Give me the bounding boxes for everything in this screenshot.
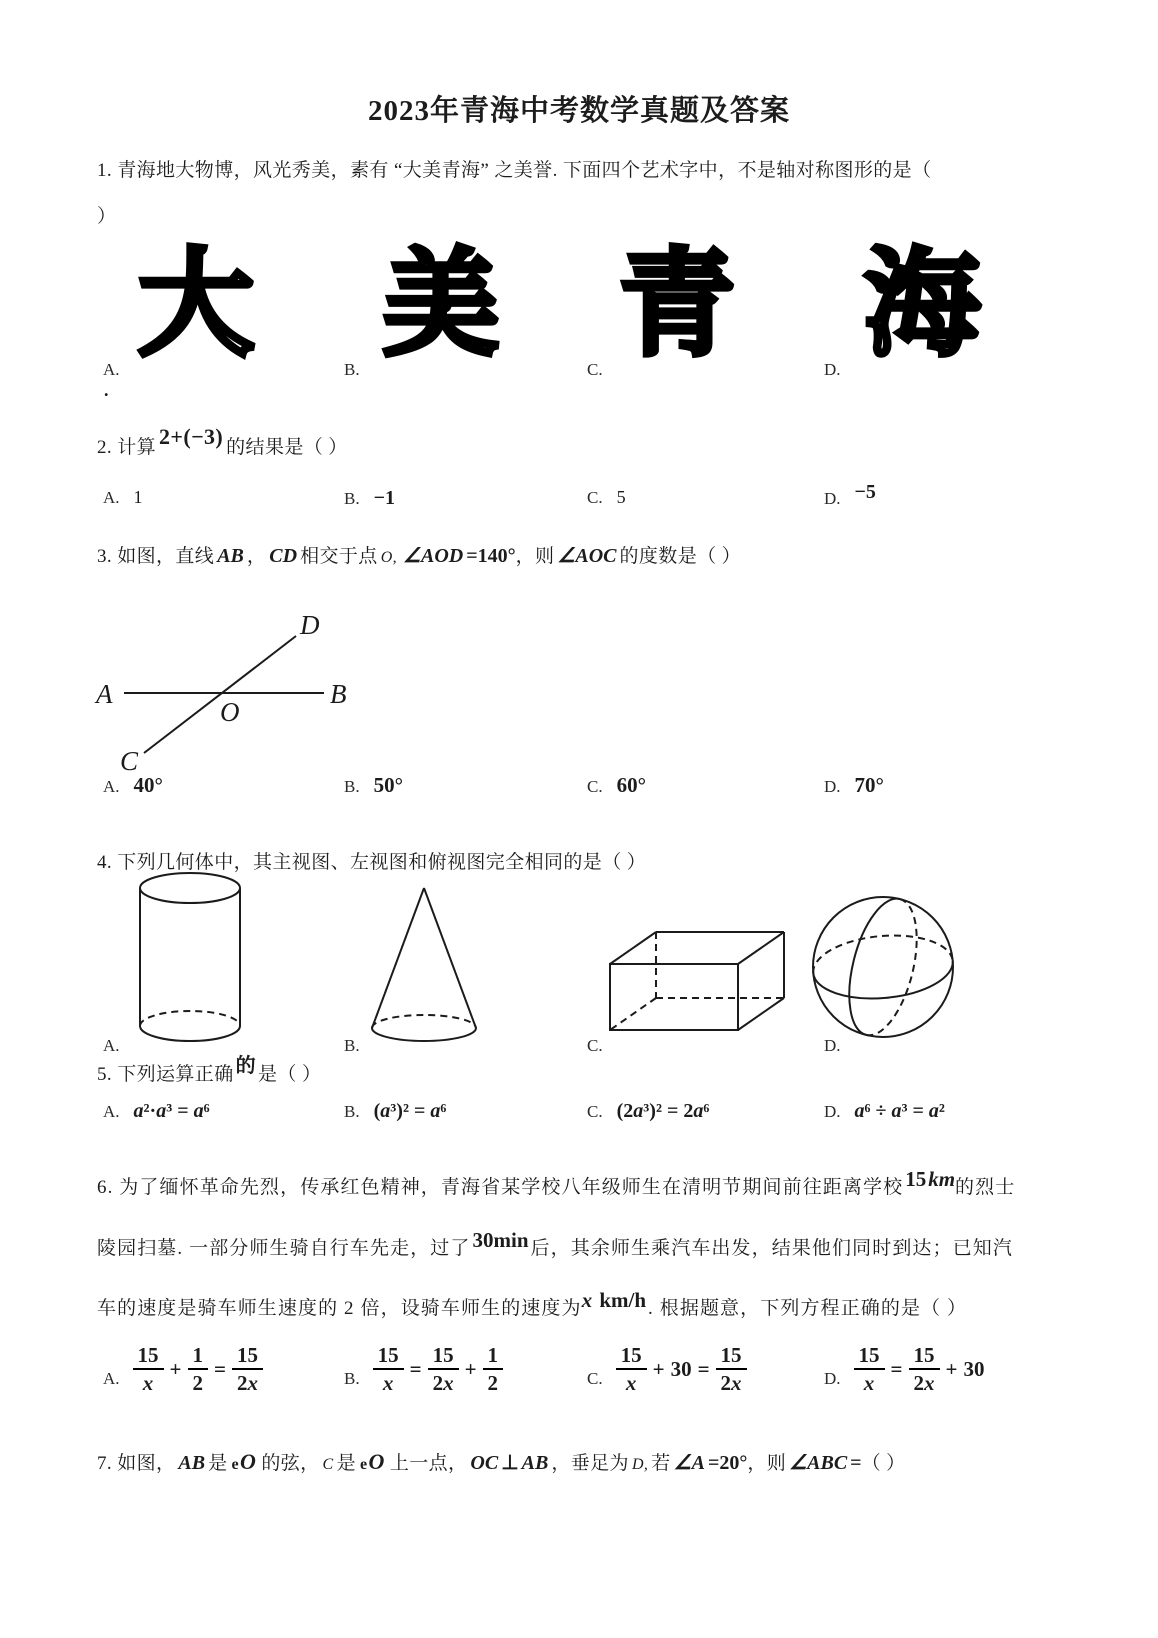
question-4-text: 4. 下列几何体中，其主视图、左视图和俯视图完全相同的是（ ） bbox=[97, 852, 647, 873]
option-d bbox=[824, 1100, 945, 1123]
art-character-qing: 青 bbox=[619, 239, 735, 369]
option-c bbox=[587, 1100, 709, 1123]
question-2-text: 2. 计算 2+(−3) 的结果是（ ） bbox=[97, 424, 348, 458]
intersecting-lines-figure bbox=[86, 590, 496, 782]
cone-figure bbox=[358, 880, 488, 1048]
point-label-o: O bbox=[220, 697, 240, 727]
question-5-options bbox=[0, 1100, 1158, 1146]
option-a bbox=[103, 487, 143, 508]
point-label-b: B bbox=[330, 679, 347, 709]
option-d-label: D. bbox=[824, 1036, 841, 1055]
option-a-label: A. bbox=[103, 1369, 120, 1389]
question-5-text: 5. 下列运算正确 的 是（ ） bbox=[97, 1055, 322, 1085]
option-a-value: 40° bbox=[133, 773, 163, 797]
question-1-text-line2: ） bbox=[97, 206, 117, 227]
question-7-text: 7. 如图， AB 是 eO 的弦， C 是 eO 上一点， OC ⊥ AB ，垂足为 D, 若 ∠A =20°，则 ∠ABC =（ ） bbox=[97, 1449, 906, 1474]
art-character-mei: 美 bbox=[383, 239, 499, 369]
option-d-value: 70° bbox=[854, 773, 884, 797]
cuboid-figure bbox=[578, 912, 798, 1044]
question-6-text-line1: 6. 为了缅怀革命先烈，传承红色精神，青海省某学校八年级师生在清明节期间前往距离学校15km的烈士 bbox=[97, 1167, 1016, 1198]
option-a bbox=[103, 1344, 266, 1395]
option-d-formula: a⁶ ÷ a³ = a² bbox=[854, 1100, 945, 1122]
option-c-label: C. bbox=[587, 1102, 603, 1121]
option-a-formula: a²·a³ = a⁶ bbox=[133, 1100, 210, 1122]
option-c-label: C. bbox=[587, 360, 603, 379]
option-a-label: A. bbox=[103, 1102, 120, 1121]
option-c-value: 60° bbox=[616, 773, 646, 797]
sphere-figure bbox=[806, 876, 961, 1058]
option-c-equation: $\frac{15}{x}$ + 30 = $\frac{15}{2x}$ bbox=[613, 1344, 750, 1395]
option-c-label: C. bbox=[587, 1036, 603, 1055]
question-2-options bbox=[0, 481, 1158, 533]
option-d-label: D. bbox=[824, 360, 841, 379]
question-1-text-line1: 1. 青海地大物博，风光秀美，素有 “大美青海” 之美誉. 下面四个艺术字中，不是轴对称图形的是（ bbox=[97, 160, 932, 181]
page-title: 2023年青海中考数学真题及答案 bbox=[367, 95, 790, 127]
option-c-label: C. bbox=[587, 1369, 603, 1389]
option-d-label: D. bbox=[824, 1102, 841, 1121]
art-character-hai: 海 bbox=[864, 239, 980, 369]
option-b bbox=[344, 1344, 506, 1395]
option-d bbox=[824, 481, 876, 510]
point-label-c: C bbox=[120, 746, 139, 776]
question-6-text-line3: 车的速度是骑车师生速度的 2 倍，设骑车师生的速度为x km/h . 根据题意，下列方程正确的是（ ） bbox=[97, 1288, 968, 1319]
option-c-value: 5 bbox=[616, 487, 626, 507]
point-label-d: D bbox=[300, 610, 320, 640]
option-d-equation: $\frac{15}{x}$ = $\frac{15}{2x}$ + 30 bbox=[851, 1344, 988, 1395]
option-a bbox=[103, 1100, 210, 1123]
option-a-label: A. bbox=[103, 1036, 120, 1055]
option-d-label: D. bbox=[824, 489, 841, 508]
option-a-label: A. bbox=[103, 488, 120, 507]
option-b-label: B. bbox=[344, 489, 360, 508]
art-character-da: 大 bbox=[138, 239, 254, 369]
question-3-options bbox=[0, 773, 1158, 819]
option-a-equation: $\frac{15}{x}$ + $\frac{1}{2}$ = $\frac{15}{2x}$ bbox=[130, 1344, 266, 1395]
point-label-a: A bbox=[96, 679, 113, 709]
option-b-label: B. bbox=[344, 1369, 360, 1389]
option-d-value: −5 bbox=[854, 481, 876, 503]
option-b-value: 50° bbox=[373, 773, 403, 797]
option-a bbox=[103, 773, 163, 798]
option-c-formula: (2a³)² = 2a⁶ bbox=[616, 1100, 710, 1122]
question-6-options bbox=[0, 1344, 1158, 1414]
option-a-value: 1 bbox=[133, 487, 143, 507]
option-b-label: B. bbox=[344, 360, 360, 379]
option-b-label: B. bbox=[344, 1102, 360, 1121]
option-c-label: C. bbox=[587, 777, 603, 796]
option-c-label: C. bbox=[587, 488, 603, 507]
option-b bbox=[344, 1100, 446, 1123]
option-c bbox=[587, 487, 626, 508]
option-d bbox=[824, 773, 884, 798]
option-b-label: B. bbox=[344, 777, 360, 796]
option-b bbox=[344, 487, 395, 510]
question-3-text: 3. 如图，直线 AB ， CD 相交于点 O, ∠AOD =140°，则 ∠AOC 的度数是（ ） bbox=[97, 545, 742, 567]
option-b-equation: $\frac{15}{x}$ = $\frac{15}{2x}$ + $\frac{1}{2}$ bbox=[370, 1344, 506, 1395]
option-d-label: D. bbox=[824, 777, 841, 796]
option-b-label: B. bbox=[344, 1036, 360, 1055]
option-c bbox=[587, 773, 646, 798]
option-d bbox=[824, 1344, 987, 1395]
cylinder-figure bbox=[128, 866, 253, 1048]
option-a-label: A. bbox=[103, 777, 120, 796]
option-c bbox=[587, 1344, 750, 1395]
question-1-option-labels bbox=[0, 360, 1158, 406]
option-a-label: A. bbox=[103, 360, 120, 379]
option-d-label: D. bbox=[824, 1369, 841, 1389]
stray-period: . bbox=[104, 380, 109, 400]
option-b bbox=[344, 773, 403, 798]
option-b-value: −1 bbox=[373, 487, 395, 509]
option-b-formula: (a³)² = a⁶ bbox=[373, 1100, 447, 1122]
question-6-text-line2: 陵园扫墓. 一部分师生骑自行车先走，过了30min 后，其余师生乘汽车出发，结果他们同时到达；已知汽 bbox=[97, 1228, 1013, 1259]
